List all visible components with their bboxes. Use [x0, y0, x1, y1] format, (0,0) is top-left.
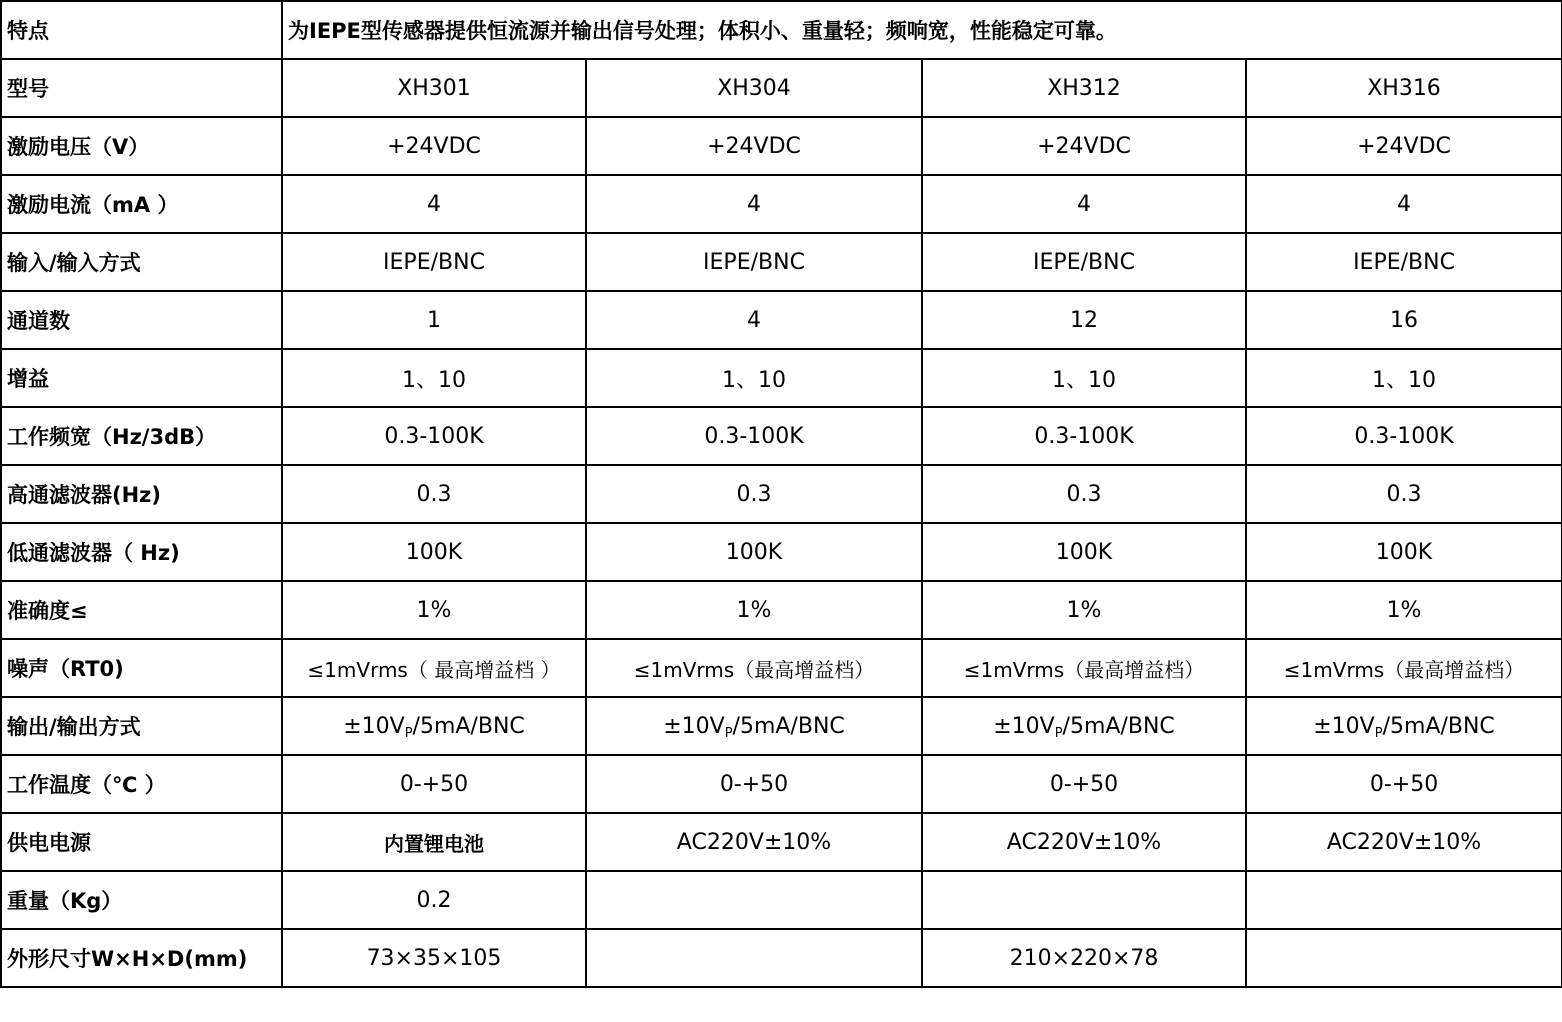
row-label: 工作温度（℃ ）	[1, 755, 282, 813]
output-prefix: ±10V	[343, 713, 405, 739]
features-text: 为IEPE型传感器提供恒流源并输出信号处理；体积小、重量轻；频响宽，性能稳定可靠。	[282, 1, 1562, 59]
table-cell: 1%	[586, 581, 922, 639]
table-cell: 0.2	[282, 871, 586, 929]
table-cell: +24VDC	[1246, 117, 1562, 175]
table-row	[1, 59, 1562, 117]
row-label: 工作频宽（Hz/3dB）	[1, 407, 282, 465]
table-row	[1, 117, 1562, 175]
output-suffix: /5mA/BNC	[412, 713, 525, 739]
table-row	[1, 523, 1562, 581]
table-row	[1, 1, 1562, 59]
table-row	[1, 465, 1562, 523]
table-cell: ≤1mVrms（最高增益档）	[586, 639, 922, 697]
row-label: 输入/输入方式	[1, 233, 282, 291]
table-cell	[586, 929, 922, 987]
row-label: 激励电压（V）	[1, 117, 282, 175]
table-cell: 4	[282, 175, 586, 233]
table-cell: 1、10	[586, 349, 922, 407]
table-cell: 0-+50	[282, 755, 586, 813]
table-cell: ≤1mVrms（最高增益档）	[1246, 639, 1562, 697]
table-cell	[1246, 929, 1562, 987]
table-cell: AC220V±10%	[922, 813, 1246, 871]
table-cell: 0.3-100K	[1246, 407, 1562, 465]
row-label: 供电电源	[1, 813, 282, 871]
output-prefix: ±10V	[663, 713, 725, 739]
table-cell: XH304	[586, 59, 922, 117]
table-cell: 100K	[282, 523, 586, 581]
table-cell: 0.3-100K	[922, 407, 1246, 465]
row-label: 型号	[1, 59, 282, 117]
table-cell: 0.3	[922, 465, 1246, 523]
table-cell: XH301	[282, 59, 586, 117]
table-cell: 100K	[586, 523, 922, 581]
table-cell: 0.3-100K	[282, 407, 586, 465]
output-suffix: /5mA/BNC	[1062, 713, 1175, 739]
table-cell: 73×35×105	[282, 929, 586, 987]
table-cell: 1%	[1246, 581, 1562, 639]
table-cell: 0-+50	[586, 755, 922, 813]
table-cell: 1	[282, 291, 586, 349]
output-subscript: P	[724, 725, 733, 741]
table-row	[1, 813, 1562, 871]
table-cell: 16	[1246, 291, 1562, 349]
table-cell: +24VDC	[922, 117, 1246, 175]
table-cell: 210×220×78	[922, 929, 1246, 987]
table-cell: IEPE/BNC	[586, 233, 922, 291]
table-cell	[1246, 697, 1562, 755]
table-row	[1, 755, 1562, 813]
output-subscript: P	[1374, 725, 1383, 741]
table-row	[1, 929, 1562, 987]
table-row	[1, 697, 1562, 755]
table-cell: 0.3	[282, 465, 586, 523]
table-cell: 1、10	[1246, 349, 1562, 407]
table-cell: 0.3-100K	[586, 407, 922, 465]
table-cell	[1246, 871, 1562, 929]
table-row	[1, 349, 1562, 407]
table-cell: XH312	[922, 59, 1246, 117]
table-cell: IEPE/BNC	[282, 233, 586, 291]
table-cell: AC220V±10%	[1246, 813, 1562, 871]
output-suffix: /5mA/BNC	[732, 713, 845, 739]
table-cell	[586, 871, 922, 929]
table-cell	[586, 697, 922, 755]
row-label: 准确度≤	[1, 581, 282, 639]
table-cell: IEPE/BNC	[1246, 233, 1562, 291]
table-cell: 1、10	[282, 349, 586, 407]
table-row	[1, 291, 1562, 349]
table-row	[1, 233, 1562, 291]
table-cell: 0-+50	[922, 755, 1246, 813]
table-cell: 100K	[922, 523, 1246, 581]
table-cell: +24VDC	[282, 117, 586, 175]
table-cell: 4	[586, 175, 922, 233]
table-cell	[922, 697, 1246, 755]
table-cell: 内置锂电池	[282, 813, 586, 871]
table-row	[1, 871, 1562, 929]
table-cell: 0.3	[1246, 465, 1562, 523]
table-cell: 1%	[282, 581, 586, 639]
output-prefix: ±10V	[1313, 713, 1375, 739]
table-cell: AC220V±10%	[586, 813, 922, 871]
row-label: 输出/输出方式	[1, 697, 282, 755]
table-cell: IEPE/BNC	[922, 233, 1246, 291]
table-cell: 0.3	[586, 465, 922, 523]
table-cell: ≤1mVrms（最高增益档）	[922, 639, 1246, 697]
table-cell: ≤1mVrms（ 最高增益档 ）	[282, 639, 586, 697]
table-cell: 4	[1246, 175, 1562, 233]
table-cell: 0-+50	[1246, 755, 1562, 813]
row-label: 低通滤波器（ Hz)	[1, 523, 282, 581]
table-row	[1, 407, 1562, 465]
row-label: 外形尺寸W×H×D(mm)	[1, 929, 282, 987]
table-cell: 12	[922, 291, 1246, 349]
row-label: 通道数	[1, 291, 282, 349]
table-row	[1, 175, 1562, 233]
row-label: 重量（Kg）	[1, 871, 282, 929]
table-cell: 1%	[922, 581, 1246, 639]
row-label: 增益	[1, 349, 282, 407]
row-label: 特点	[1, 1, 282, 59]
table-cell: 4	[922, 175, 1246, 233]
table-cell: 4	[586, 291, 922, 349]
output-suffix: /5mA/BNC	[1382, 713, 1495, 739]
table-cell: +24VDC	[586, 117, 922, 175]
output-subscript: P	[404, 725, 413, 741]
row-label: 高通滤波器(Hz)	[1, 465, 282, 523]
output-prefix: ±10V	[993, 713, 1055, 739]
row-label: 激励电流（mA ）	[1, 175, 282, 233]
row-label: 噪声（RT0)	[1, 639, 282, 697]
table-cell	[282, 697, 586, 755]
table-cell	[922, 871, 1246, 929]
table-cell: 100K	[1246, 523, 1562, 581]
table-row	[1, 639, 1562, 697]
output-subscript: P	[1054, 725, 1063, 741]
table-row	[1, 581, 1562, 639]
table-cell: 1、10	[922, 349, 1246, 407]
table-cell: XH316	[1246, 59, 1562, 117]
